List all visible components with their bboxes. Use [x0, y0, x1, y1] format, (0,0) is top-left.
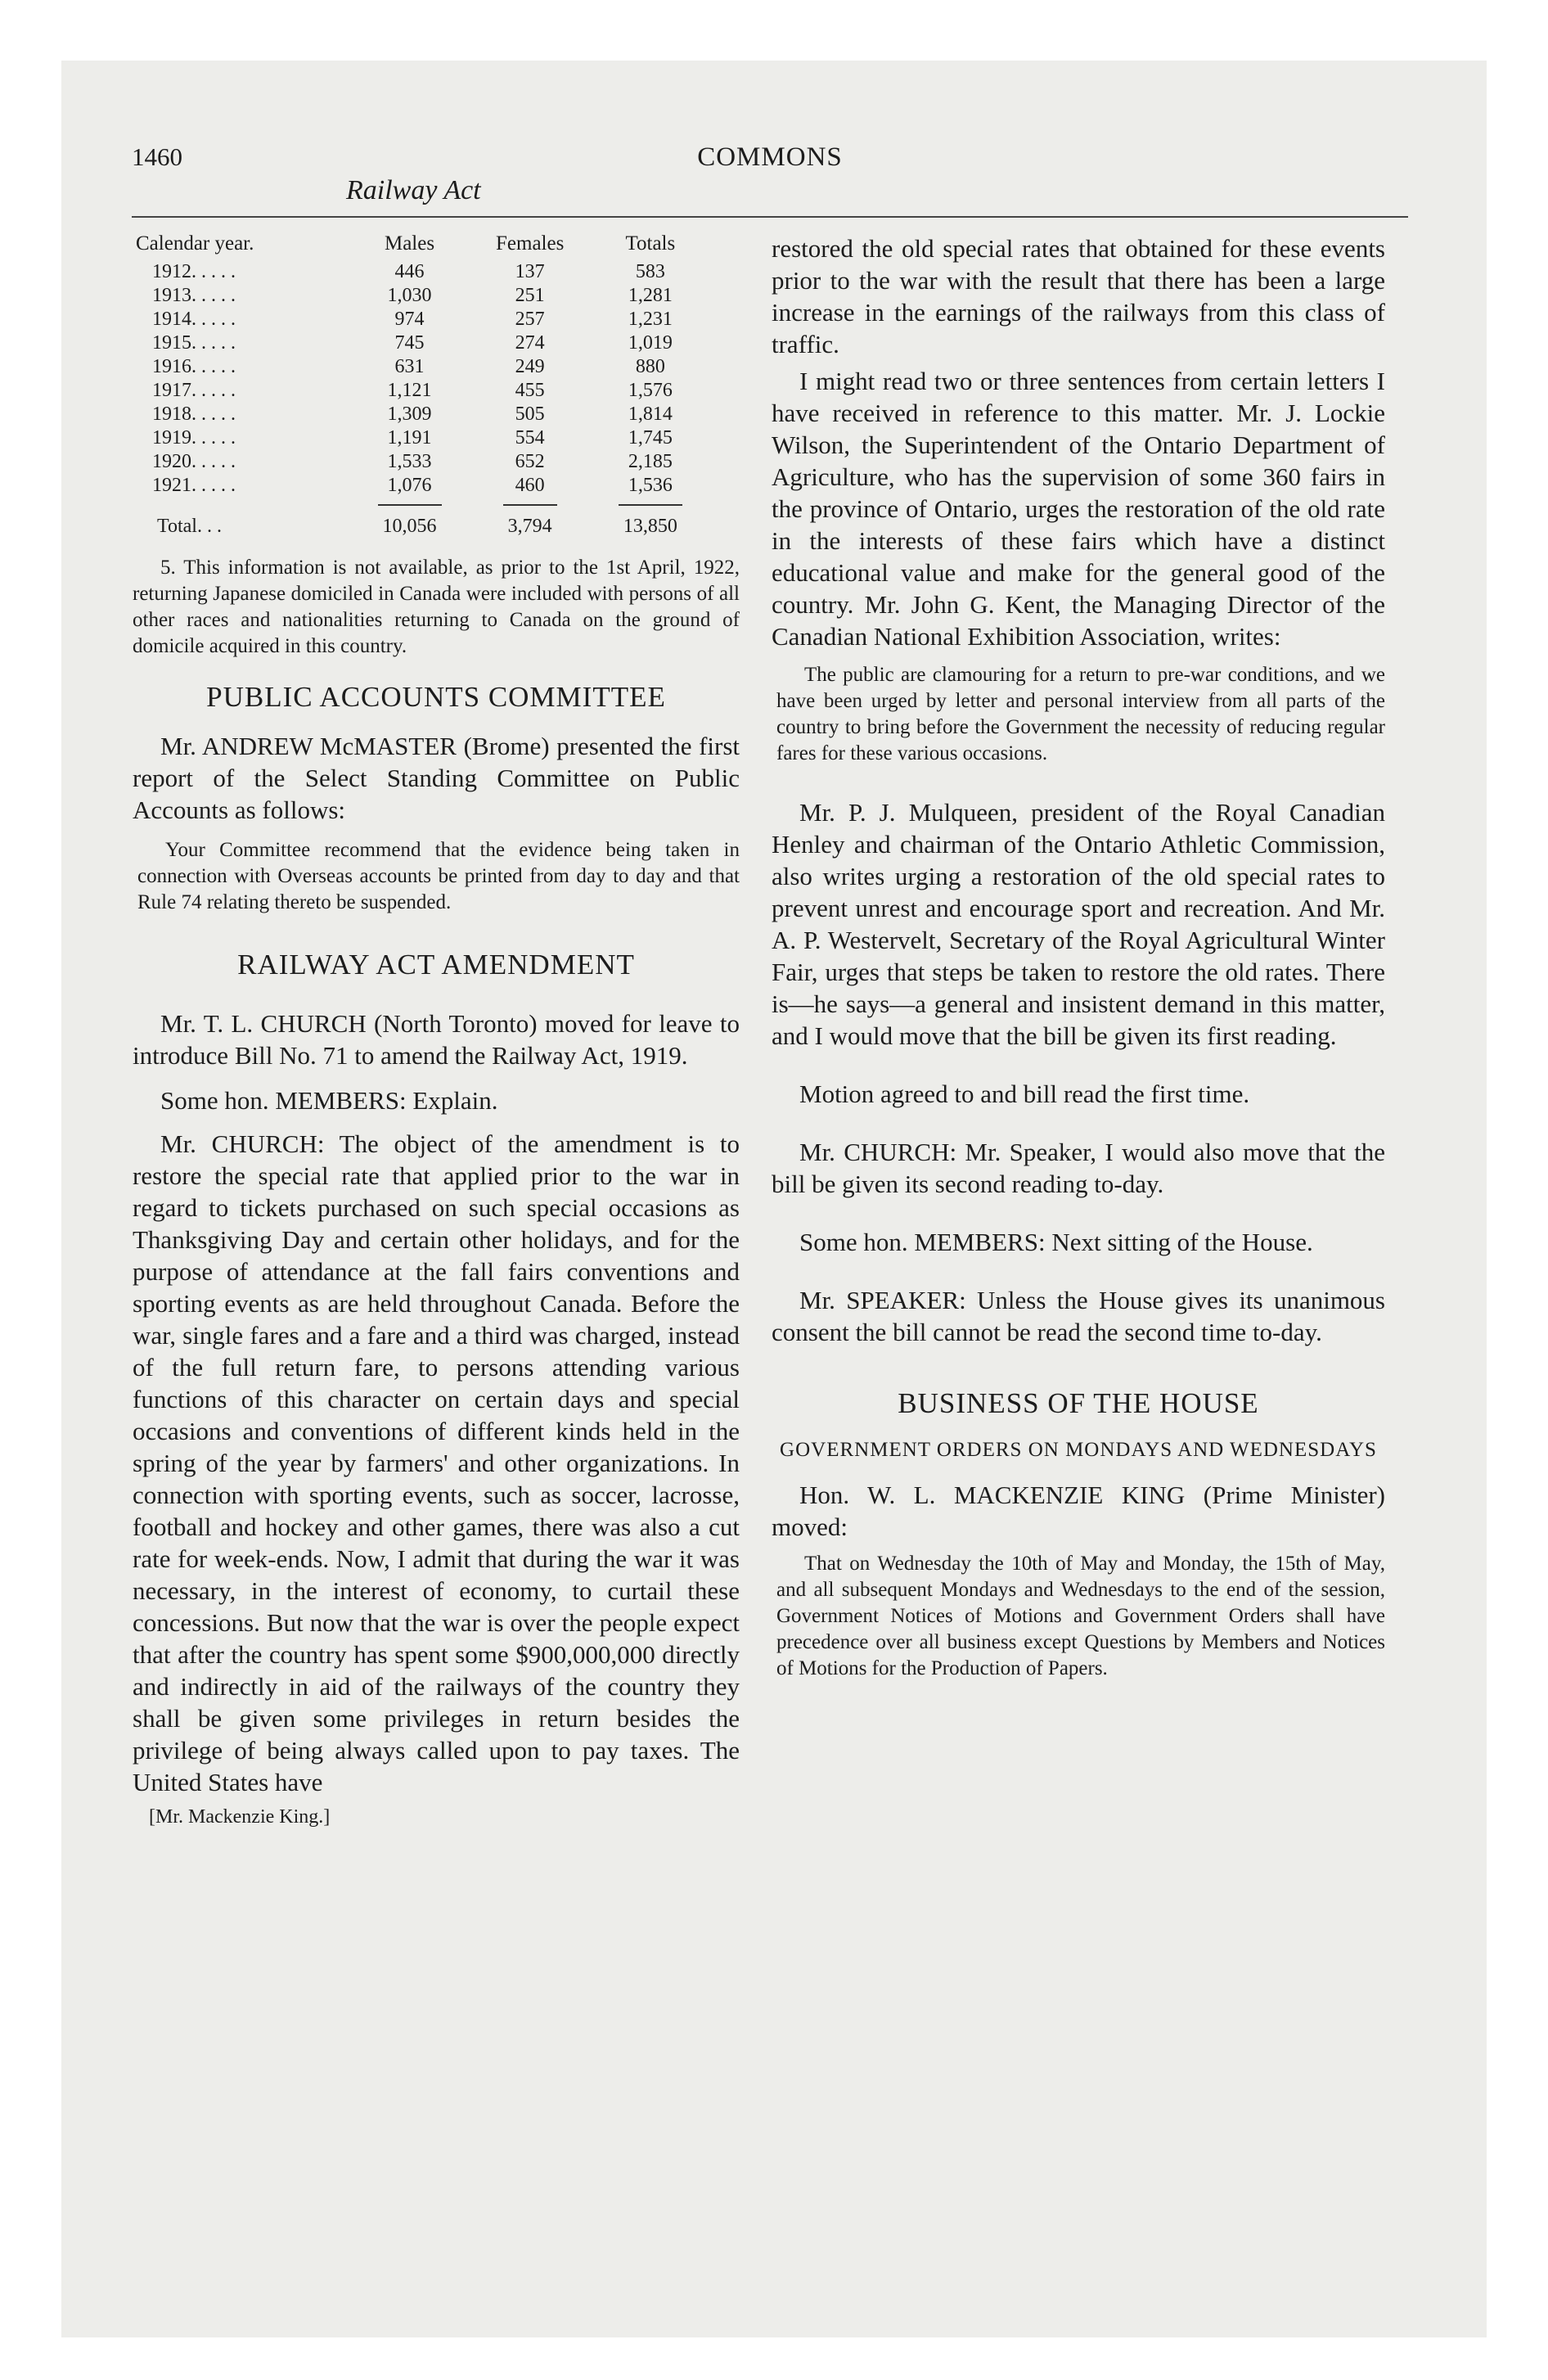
value-cell: 1,533 [387, 451, 432, 472]
subheading-government-orders: GOVERNMENT ORDERS ON MONDAYS AND WEDNESDAYS [780, 1439, 1377, 1461]
value-cell: 631 [394, 356, 425, 377]
immigration-table [136, 232, 709, 540]
value-cell: 1,814 [628, 403, 673, 425]
value-cell: 1,121 [387, 380, 432, 401]
paragraph: I might read two or three sentences from certain letters I have received in reference to this matter. Mr. J. Lockie Wilson, the Superintendent of the Ontario Department of Agriculture, who has the supervision of some 360 fairs in the province of Ontario, urges the restoration of the old rate in the interests of these fairs which have a distinct educational value and make for the general good of the country. Mr. John G. Kent, the Managing Director of the Canadian National Exhibition Association, writes: [772, 367, 1385, 651]
right-column [772, 232, 1385, 1682]
year-cell: 1916. . . . . [152, 356, 236, 377]
value-cell: 455 [515, 380, 545, 401]
total-label: Total. . . [157, 515, 222, 537]
value-cell: 251 [515, 285, 545, 306]
running-head: COMMONS [697, 142, 843, 172]
heading-railway-act: RAILWAY ACT AMENDMENT [237, 949, 635, 980]
table-row [136, 260, 709, 284]
paragraph: Mr. SPEAKER: Unless the House gives its unanimous consent the bill cannot be read the second time to-day. [772, 1286, 1385, 1346]
column-header: Totals [625, 232, 676, 255]
total-cell [468, 498, 592, 540]
year-cell: 1914. . . . . [152, 309, 236, 330]
paragraph: Hon. W. L. MACKENZIE KING (Prime Minister) moved: [772, 1481, 1385, 1541]
table-row [136, 284, 709, 308]
table-row [136, 331, 709, 355]
value-cell: 554 [515, 427, 545, 449]
quoted-letter: The public are clamouring for a return to pre-war conditions, and we have been urged by letter and personal interview from all parts of the country to bring before the Government the necessity of reducing regular fares for these various occasions. [776, 664, 1385, 764]
paragraph: restored the old special rates that obtained for these events prior to the war with the result that there has been a large increase in the earnings of the railways from this class of traffic. [772, 234, 1385, 358]
table-row [136, 379, 709, 403]
value-cell: 249 [515, 356, 545, 377]
value-cell: 2,185 [628, 451, 673, 472]
value-cell: 274 [515, 332, 545, 354]
value-cell: 1,281 [628, 285, 673, 306]
left-column [133, 232, 740, 1828]
heading-business-of-house: BUSINESS OF THE HOUSE [898, 1387, 1259, 1419]
value-cell: 1,231 [628, 309, 673, 330]
value-cell: 583 [635, 261, 665, 282]
value-cell: 974 [394, 309, 425, 330]
quoted-motion: That on Wednesday the 10th of May and Monday, the 15th of May, and all subsequent Mondays and Wednesdays to the end of the session, Government Notices of Motions and Government Orders shall have precedence over all business except Questions by Members and Notices of Motions for the Production of Papers. [776, 1553, 1385, 1679]
value-cell: 1,576 [628, 380, 673, 401]
table-row [136, 355, 709, 379]
column-header: Males [384, 232, 435, 255]
value-cell: 1,019 [628, 332, 673, 354]
value-cell: 1,536 [628, 475, 673, 496]
table-row [136, 450, 709, 474]
paragraph: Mr. CHURCH: Mr. Speaker, I would also move that the bill be given its second reading to-day. [772, 1138, 1385, 1198]
year-cell: 1921. . . . . [152, 475, 236, 496]
total-cell [592, 498, 709, 540]
year-cell: 1913. . . . . [152, 285, 236, 306]
table-row [136, 308, 709, 331]
answer-note: 5. This information is not available, as prior to the 1st April, 1922, returning Japanese domiciled in Canada were included with persons of all other races and nationalities returning to Canada on the ground of domicile acquired in this country. [133, 557, 740, 657]
paragraph: Mr. ANDREW McMASTER (Brome) presented the first report of the Select Standing Committee on Public Accounts as follows: [133, 732, 740, 824]
paragraph: Mr. CHURCH: The object of the amendment is to restore the special rate that applied prior to the war in regard to tickets purchased on such special occasions as Thanksgiving Day and certain other holidays, and for the purpose of attendance at the fall fairs conventions and sporting events as are held throughout Canada. Before the war, single fares and a fare and a third was charged, instead of the full return fare, to persons attending various functions of this character on certain days and special occasions and conventions of different kinds held in the spring of the year by farmers' and other organizations. In connection with sporting events, such as soccer, lacrosse, football and hockey and other games, there was also a cut rate for week-ends. Now, I admit that during the war it was necessary, in the interest of economy, to curtail these concessions. But now that the war is over the people expect that after the country has spent some $900,000,000 directly and indirectly in aid of the railways of the country they shall be given some privileges in return besides the privilege of being always called upon to pay taxes. The United States have [133, 1129, 740, 1796]
page-header [132, 137, 1408, 211]
value-cell: 745 [394, 332, 425, 354]
heading-public-accounts: PUBLIC ACCOUNTS COMMITTEE [206, 681, 666, 713]
column-header: Females [496, 232, 565, 255]
table-header-row [136, 232, 709, 260]
value-cell: 1,745 [628, 427, 673, 449]
value-cell: 137 [515, 261, 545, 282]
paragraph: Some hon. MEMBERS: Explain. [160, 1086, 498, 1115]
paragraph: Mr. P. J. Mulqueen, president of the Royal Canadian Henley and chairman of the Ontario Athletic Commission, also writes urging a restoration of the old special rates to prevent unrest and encourage sport and recreation. And Mr. A. P. Westervelt, Secretary of the Royal Agricultural Winter Fair, urges that steps be taken to restore the old rates. There is—he says—a general and insistent demand in this matter, and I would move that the bill be given its first reading. [772, 798, 1385, 1050]
header-rule [132, 216, 1408, 218]
total-totals: 13,850 [619, 504, 682, 537]
quoted-report: Your Committee recommend that the evidence being taken in connection with Overseas accounts be printed from day to day and that Rule 74 relating thereto be suspended. [137, 839, 740, 913]
total-cell [351, 498, 467, 540]
value-cell: 460 [515, 475, 545, 496]
value-cell: 257 [515, 309, 545, 330]
value-cell: 1,191 [387, 427, 432, 449]
table-row [136, 403, 709, 426]
table-row [136, 474, 709, 498]
section-head: Railway Act [346, 175, 481, 205]
table-row [136, 426, 709, 450]
paragraph: Motion agreed to and bill read the first time. [799, 1080, 1250, 1108]
value-cell: 880 [635, 356, 665, 377]
year-cell: 1918. . . . . [152, 403, 236, 425]
page-number: 1460 [132, 142, 182, 171]
value-cell: 1,076 [387, 475, 432, 496]
value-cell: 1,030 [387, 285, 432, 306]
value-cell: 446 [394, 261, 425, 282]
total-males: 10,056 [378, 504, 442, 537]
year-cell: 1917. . . . . [152, 380, 236, 401]
table-total-row [136, 498, 709, 540]
year-cell: 1915. . . . . [152, 332, 236, 354]
year-cell: 1912. . . . . [152, 261, 236, 282]
page-footer-note: [Mr. Mackenzie King.] [149, 1806, 331, 1828]
year-cell: 1919. . . . . [152, 427, 236, 449]
total-females: 3,794 [503, 504, 557, 537]
value-cell: 652 [515, 451, 545, 472]
paragraph: Some hon. MEMBERS: Next sitting of the House. [799, 1228, 1313, 1256]
paragraph: Mr. T. L. CHURCH (North Toronto) moved for leave to introduce Bill No. 71 to amend the Railway Act, 1919. [133, 1009, 740, 1070]
value-cell: 1,309 [387, 403, 432, 425]
value-cell: 505 [515, 403, 545, 425]
column-header: Calendar year. [136, 232, 254, 255]
year-cell: 1920. . . . . [152, 451, 236, 472]
